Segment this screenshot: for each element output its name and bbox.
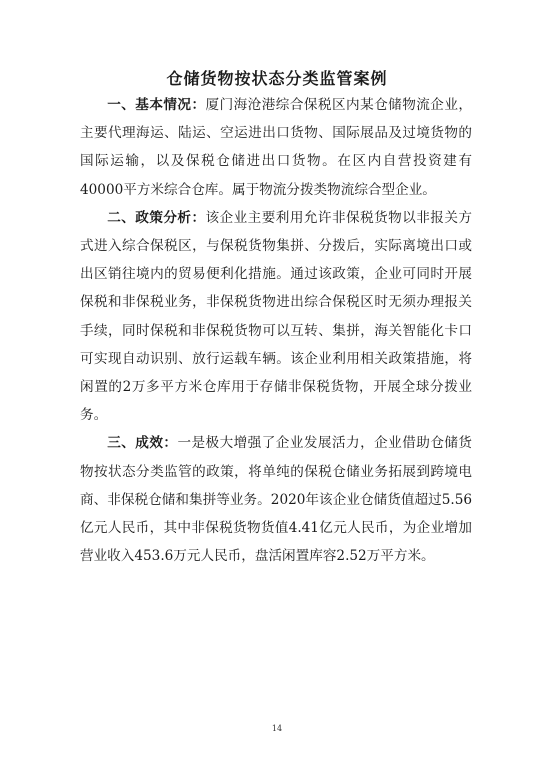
section-text: 厦门海沧港综合保税区内某仓储物流企业，主要代理海运、陆运、空运进出口货物、国际展品及过境货物的国际运输，以及保税仓储进出口货物。在区内自营投资建有40000平方米综合仓库。属于物流分拨类物流综合型企业。 — [80, 97, 473, 198]
page-number: 14 — [271, 724, 283, 733]
section-text: 该企业主要利用允许非保税货物以非报关方式进入综合保税区，与保税货物集拼、分拨后，实际离境出口或出区销往境内的贸易便利化措施。通过该政策，企业可同时开展保税和非保税业务，非保税货物进出综合保税区时无须办理报关手续，同时保税和非保税货物可以互转、集拼，海关智能化卡口可实现自动识别、放行运载车辆。该企业利用相关政策措施，将闲置的2万多平方米仓库用于存储非保税货物，开展全球分拨业务。 — [80, 209, 473, 424]
document-body — [80, 91, 472, 570]
section-basic-info — [80, 91, 472, 204]
document-title: 仓储货物按状态分类监管案例 — [166, 69, 388, 88]
section-results — [80, 429, 472, 570]
section-heading: 一、基本情况： — [107, 97, 206, 113]
section-policy-analysis — [80, 204, 472, 430]
section-text: 一是极大增强了企业发展活力，企业借助仓储货物按状态分类监管的政策，将单纯的保税仓储业务拓展到跨境电商、非保税仓储和集拼等业务。2020年该企业仓储货值超过5.56亿元人民币，其中非保税货物货值4.41亿元人民币，为企业增加营业收入453.6万元人民币，盘活闲置库容2.52万平方米。 — [80, 435, 473, 565]
section-heading: 三、成效： — [107, 435, 178, 452]
section-heading: 二、政策分析： — [107, 209, 206, 226]
